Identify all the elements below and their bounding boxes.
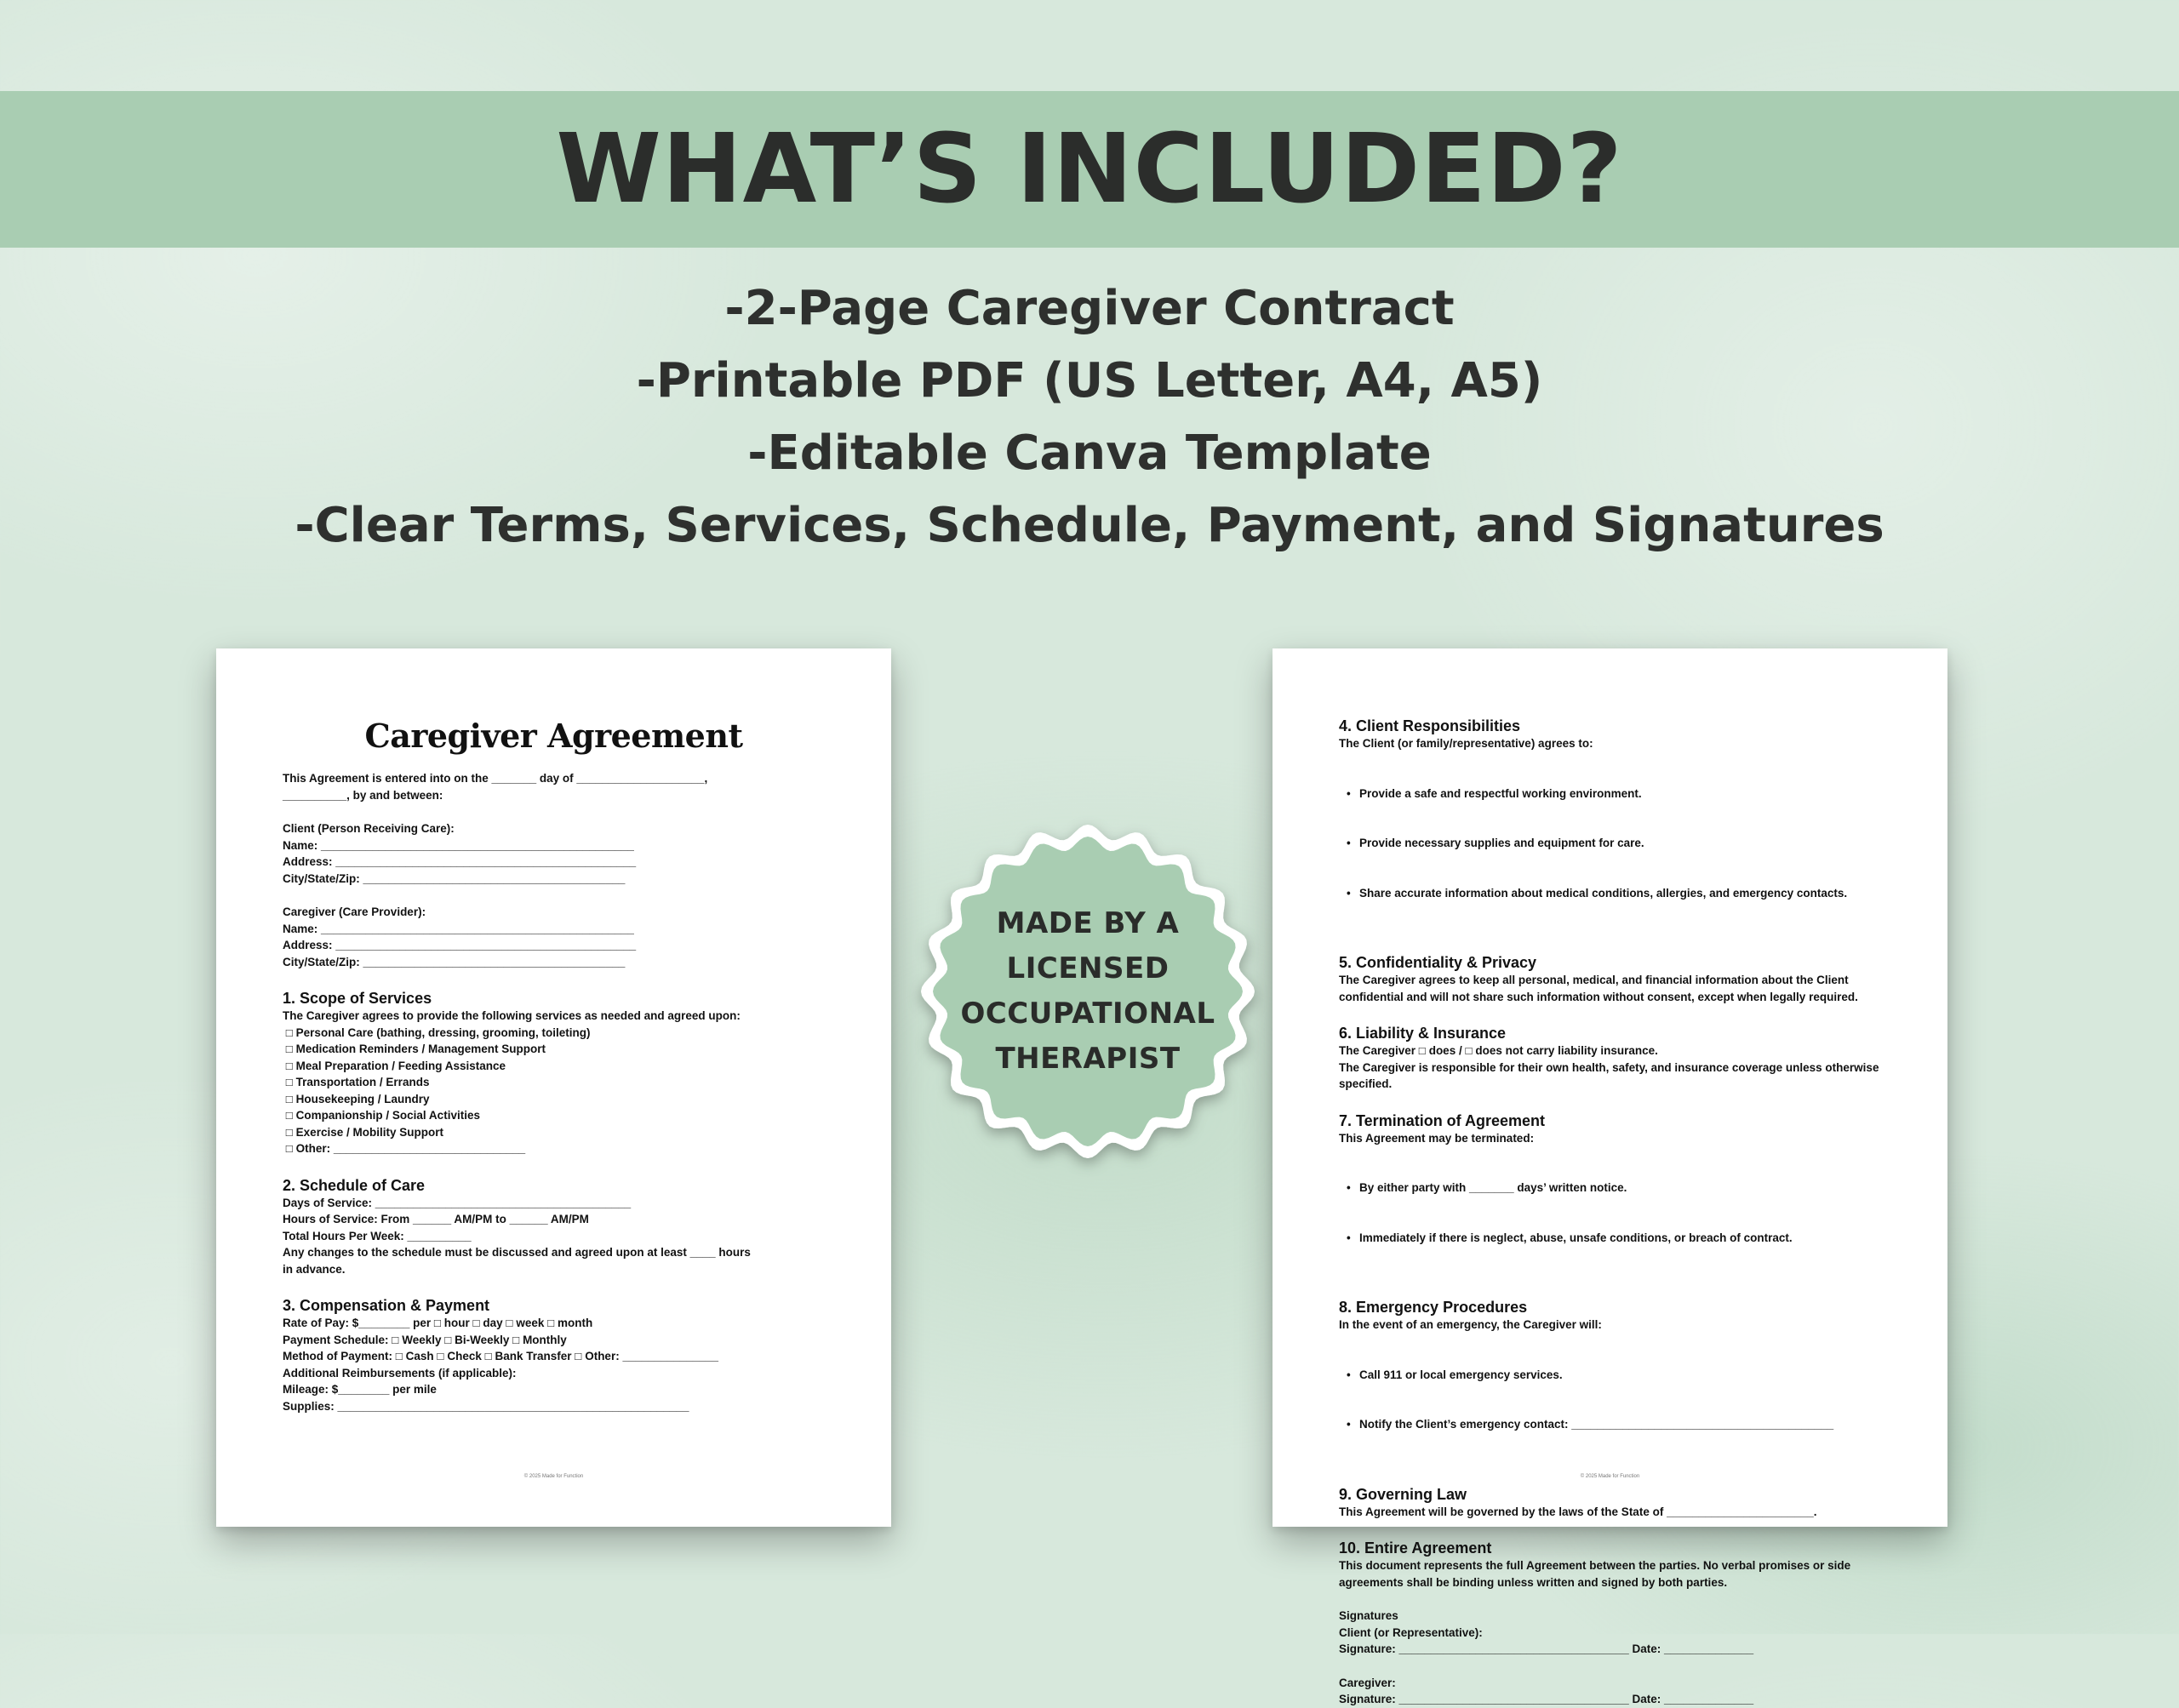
service-checkbox: □ Personal Care (bathing, dressing, grooming, toileting) <box>283 1025 591 1039</box>
bullet-item: • Provide necessary supplies and equipment for care. <box>1339 835 1881 852</box>
section-text: This Agreement will be governed by the laws of the State of _______________________. <box>1339 1505 1817 1518</box>
section-text: This document represents the full Agreement between the parties. No verbal promises or side agreements shall be binding unless written and signed by both parties. <box>1339 1559 1854 1589</box>
bullet-item: • Call 911 or local emergency services. <box>1339 1367 1881 1384</box>
section-heading: 8. Emergency Procedures <box>1339 1299 1528 1316</box>
badge-line: OCCUPATIONAL <box>960 997 1215 1031</box>
service-checkbox: □ Other: ______________________________ <box>283 1142 526 1155</box>
feature-item: -Printable PDF (US Letter, A4, A5) <box>636 353 1543 408</box>
client-field: Name: _________________________________________________ <box>283 838 634 852</box>
section-text: The Caregiver is responsible for their own health, safety, and insurance coverage unless otherwise specified. <box>1339 1060 1883 1090</box>
intro-line: This Agreement is entered into on the _______ day of ____________________, <box>283 772 708 785</box>
bullet-item: • Share accurate information about medical conditions, allergies, and emergency contacts. <box>1339 885 1881 902</box>
bullet-list <box>1339 1146 1881 1279</box>
scope-line: The Caregiver agrees to provide the following services as needed and agreed upon: <box>283 1009 741 1022</box>
section-heading: 6. Liability & Insurance <box>1339 1025 1507 1042</box>
title-banner <box>0 91 2179 248</box>
service-checkbox: □ Exercise / Mobility Support <box>283 1125 443 1139</box>
section-heading: 1. Scope of Services <box>283 990 432 1007</box>
caregiver-field: Name: _________________________________________________ <box>283 922 634 935</box>
service-checkbox: □ Companionship / Social Activities <box>283 1109 480 1122</box>
payment-line: Method of Payment: □ Cash □ Check □ Bank Transfer □ Other: _______________ <box>283 1350 719 1362</box>
features-list <box>0 272 2179 562</box>
page-footer: © 2025 Made for Function <box>1580 1474 1640 1479</box>
bullet-list <box>1339 752 1881 935</box>
section-heading: 10. Entire Agreement <box>1339 1539 1492 1557</box>
schedule-line: Any changes to the schedule must be discussed and agreed upon at least ____ hours <box>283 1246 751 1259</box>
contract-page-2 <box>1273 648 1947 1705</box>
caregiver-field: Address: _______________________________________________ <box>283 939 637 951</box>
caregiver-heading: Caregiver (Care Provider): <box>283 905 426 918</box>
section-heading: 5. Confidentiality & Privacy <box>1339 954 1537 971</box>
section-intro: The Client (or family/representative) agrees to: <box>1339 737 1593 750</box>
bullet-item: • Immediately if there is neglect, abuse, unsafe conditions, or breach of contract. <box>1339 1230 1881 1247</box>
badge-line: MADE BY A <box>996 906 1180 940</box>
client-field: City/State/Zip: _________________________________________ <box>283 871 626 885</box>
bullet-list <box>1339 1334 1881 1466</box>
service-checkbox: □ Meal Preparation / Feeding Assistance <box>283 1059 506 1072</box>
section-text: The Caregiver agrees to keep all personal, medical, and financial information about the Client confidential and will not share such information without consent, except when legally required. <box>1339 974 1858 1003</box>
section-intro: In the event of an emergency, the Caregiver will: <box>1339 1318 1602 1331</box>
payment-line: Additional Reimbursements (if applicable): <box>283 1366 517 1380</box>
section-heading: 3. Compensation & Payment <box>283 1297 490 1314</box>
bullet-item: • Notify the Client’s emergency contact: _________________________________________ <box>1339 1416 1881 1433</box>
payment-line: Supplies: _______________________________________________________ <box>283 1399 689 1413</box>
schedule-line: Hours of Service: From ______ AM/PM to ______ AM/PM <box>283 1213 589 1225</box>
bullet-item: • By either party with _______ days’ written notice. <box>1339 1180 1881 1197</box>
caregiver-field: City/State/Zip: _________________________________________ <box>283 955 626 968</box>
section-heading: 2. Schedule of Care <box>283 1176 426 1194</box>
signature-line: Signature: ____________________________________ Date: ______________ <box>1339 1693 1754 1705</box>
client-field: Address: _______________________________________________ <box>283 855 637 868</box>
service-checkbox: □ Housekeeping / Laundry <box>283 1092 430 1105</box>
signatures-heading: Signatures <box>1339 1609 1398 1622</box>
bullet-item: • Provide a safe and respectful working environment. <box>1339 785 1881 803</box>
ot-badge <box>918 821 1258 1162</box>
service-checkbox: □ Medication Reminders / Management Support <box>283 1043 546 1055</box>
schedule-line: Total Hours Per Week: __________ <box>283 1229 472 1242</box>
schedule-line: Days of Service: ________________________________________ <box>283 1196 632 1209</box>
feature-item: -2-Page Caregiver Contract <box>724 281 1455 336</box>
payment-line: Rate of Pay: $________ per □ hour □ day □ week □ month <box>283 1317 593 1329</box>
banner-title: WHAT’S INCLUDED? <box>556 114 1623 225</box>
section-heading: 4. Client Responsibilities <box>1339 717 1521 734</box>
service-checkbox: □ Transportation / Errands <box>283 1076 430 1088</box>
signature-label: Client (or Representative): <box>1339 1625 1483 1639</box>
section-text: The Caregiver □ does / □ does not carry liability insurance. <box>1339 1044 1658 1057</box>
signature-line: Signature: ____________________________________ Date: ______________ <box>1339 1642 1754 1655</box>
section-intro: This Agreement may be terminated: <box>1339 1131 1535 1145</box>
contract-page-1 <box>216 648 891 1527</box>
intro-line: __________, by and between: <box>283 788 443 802</box>
schedule-line: in advance. <box>283 1262 346 1276</box>
page-footer: © 2025 Made for Function <box>523 1474 584 1479</box>
signature-label: Caregiver: <box>1339 1676 1396 1689</box>
badge-line: THERAPIST <box>995 1042 1181 1076</box>
section-heading: 9. Governing Law <box>1339 1485 1467 1503</box>
feature-item: -Clear Terms, Services, Schedule, Payment, and Signatures <box>295 498 1884 553</box>
badge-text <box>918 821 1258 1162</box>
badge-line: LICENSED <box>1006 951 1170 985</box>
feature-item: -Editable Canva Template <box>747 426 1432 481</box>
document-title: Caregiver Agreement <box>364 717 743 755</box>
client-heading: Client (Person Receiving Care): <box>283 822 455 835</box>
payment-line: Mileage: $________ per mile <box>283 1383 437 1396</box>
section-heading: 7. Termination of Agreement <box>1339 1111 1546 1129</box>
payment-line: Payment Schedule: □ Weekly □ Bi-Weekly □ Monthly <box>283 1333 567 1346</box>
